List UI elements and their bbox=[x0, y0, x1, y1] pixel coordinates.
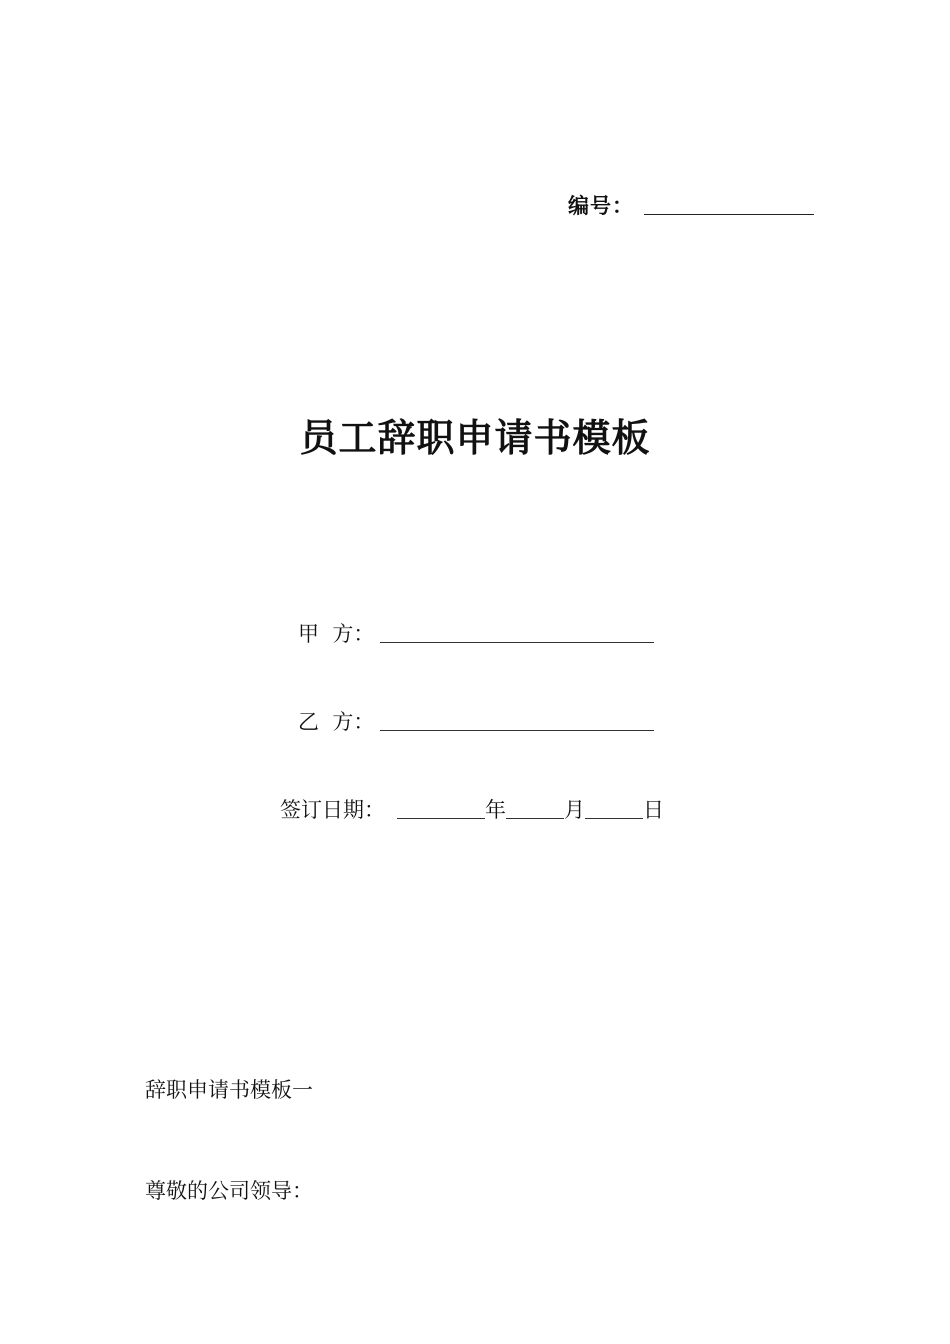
signing-date-field bbox=[280, 796, 664, 824]
date-month-blank[interactable] bbox=[506, 818, 564, 819]
party-b-field bbox=[298, 708, 654, 736]
document-number bbox=[568, 188, 814, 220]
salutation: 尊敬的公司领导： bbox=[145, 1179, 313, 1203]
party-a-label: 甲 方： bbox=[298, 622, 375, 646]
party-a-field bbox=[298, 620, 654, 648]
party-a-blank[interactable] bbox=[380, 642, 654, 643]
section-heading: 辞职申请书模板一 bbox=[145, 1078, 313, 1102]
document-title: 员工辞职申请书模板 bbox=[299, 416, 651, 460]
party-b-label: 乙 方： bbox=[298, 710, 375, 734]
document-number-blank[interactable] bbox=[644, 214, 814, 215]
party-b-blank[interactable] bbox=[380, 730, 654, 731]
signing-date-label: 签订日期： bbox=[280, 798, 385, 822]
date-year-blank[interactable] bbox=[397, 818, 485, 819]
date-day-blank[interactable] bbox=[585, 818, 643, 819]
date-year-unit: 年 bbox=[485, 798, 506, 822]
date-month-unit: 月 bbox=[564, 798, 585, 822]
date-day-unit: 日 bbox=[643, 798, 664, 822]
document-number-label: 编号： bbox=[568, 194, 634, 218]
